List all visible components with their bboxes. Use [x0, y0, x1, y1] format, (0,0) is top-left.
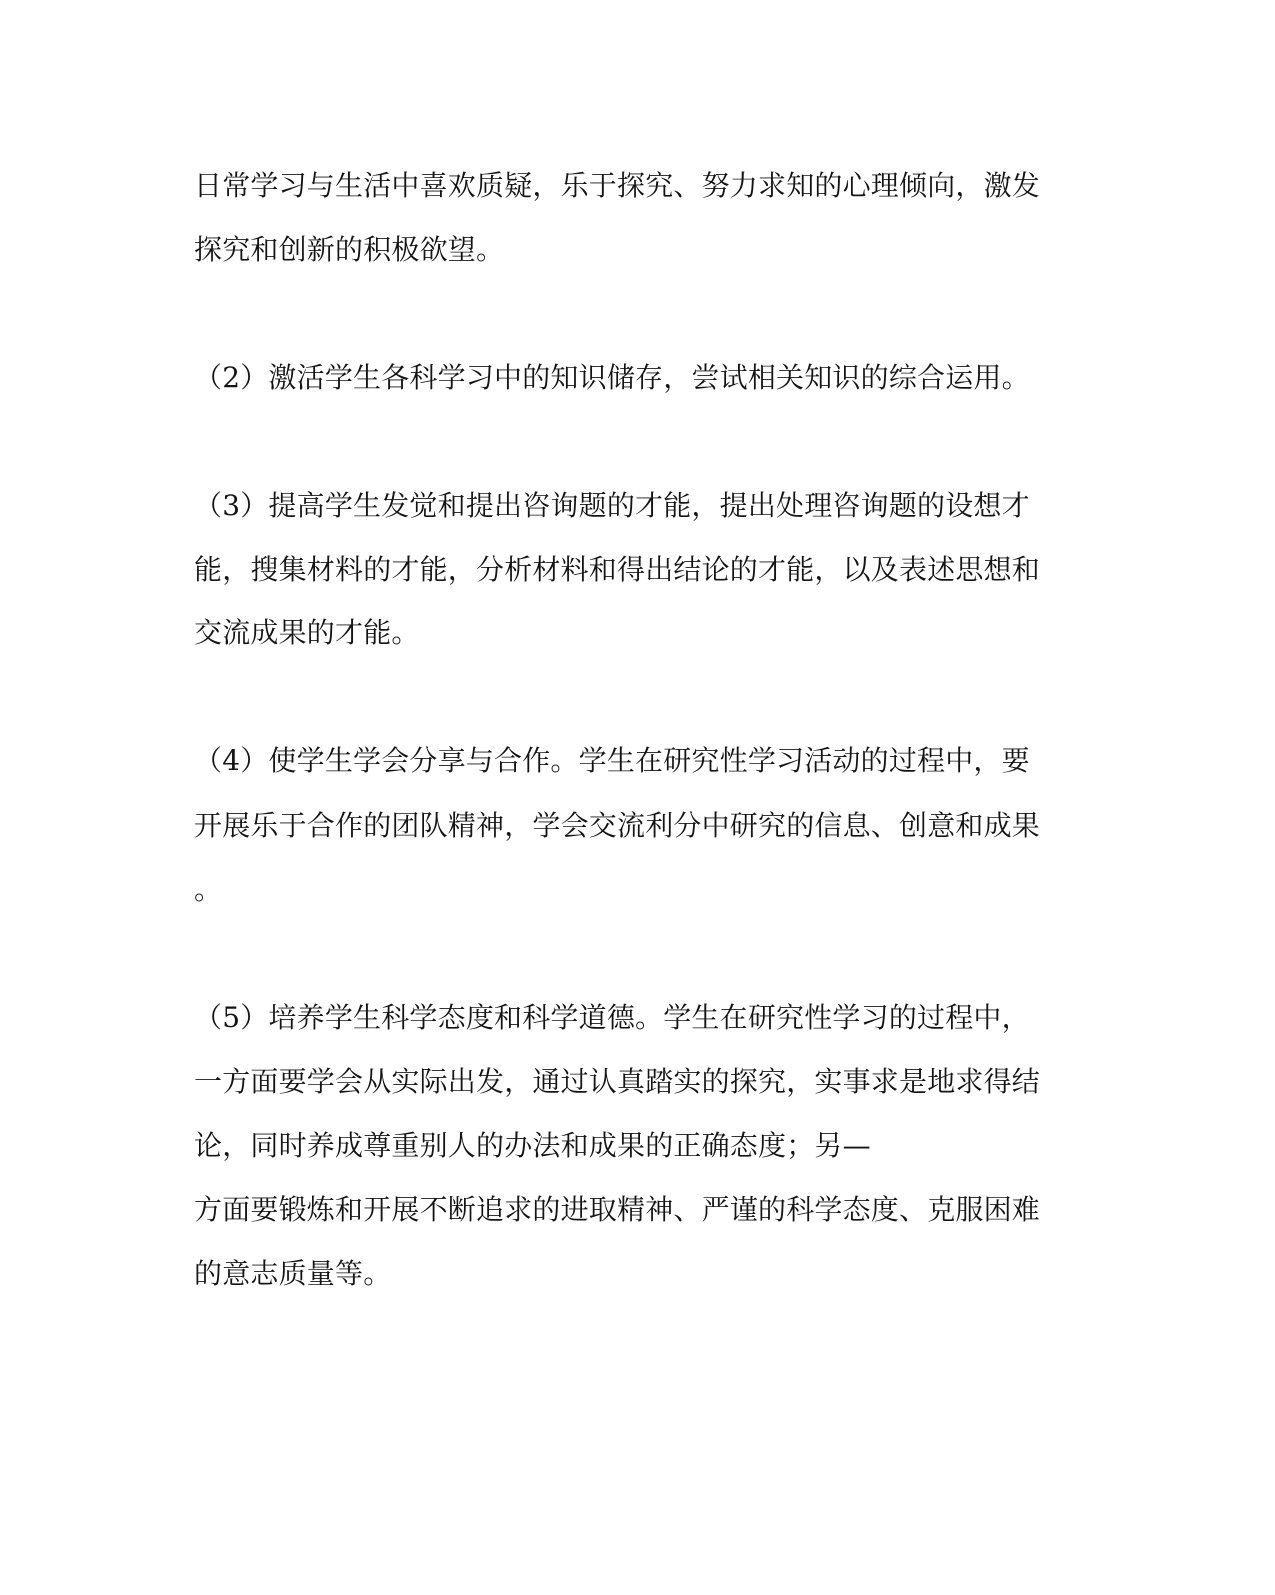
- paragraph-3-line-2: 能，搜集材料的才能，分析材料和得出结论的才能，以及表述思想和: [194, 553, 1041, 586]
- paragraph-4-line-2: 开展乐于合作的团队精神，学会交流利分中研究的信息、创意和成果: [194, 809, 1041, 842]
- paragraph-1-line-2: 探究和创新的积极欲望。: [194, 233, 505, 266]
- paragraph-5-line-4: 方面要锻炼和开展不断追求的进取精神、严谨的科学态度、克服困难: [194, 1193, 1041, 1226]
- paragraph-5-line-5: 的意志质量等。: [194, 1257, 392, 1290]
- paragraph-4-line-3: 。: [194, 873, 223, 906]
- paragraph-5-line-3: 论，同时养成尊重别人的办法和成果的正确态度；另—: [194, 1129, 871, 1162]
- paragraph-1-line-1: 日常学习与生活中喜欢质疑，乐于探究、努力求知的心理倾向，激发: [194, 169, 1041, 202]
- paragraph-5-line-2: 一方面要学会从实际出发，通过认真踏实的探究，实事求是地求得结: [194, 1065, 1041, 1098]
- paragraph-4-line-1: （4）使学生学会分享与合作。学生在研究性学习活动的过程中，要: [194, 744, 1030, 777]
- paragraph-2-line-1: （2）激活学生各科学习中的知识储存，尝试相关知识的综合运用。: [194, 361, 1030, 394]
- paragraph-3-line-1: （3）提高学生发觉和提出咨询题的才能，提出处理咨询题的设想才: [194, 489, 1030, 522]
- paragraph-3-line-3: 交流成果的才能。: [194, 616, 420, 649]
- paragraph-5-line-1: （5）培养学生科学态度和科学道德。学生在研究性学习的过程中，: [194, 1001, 1030, 1034]
